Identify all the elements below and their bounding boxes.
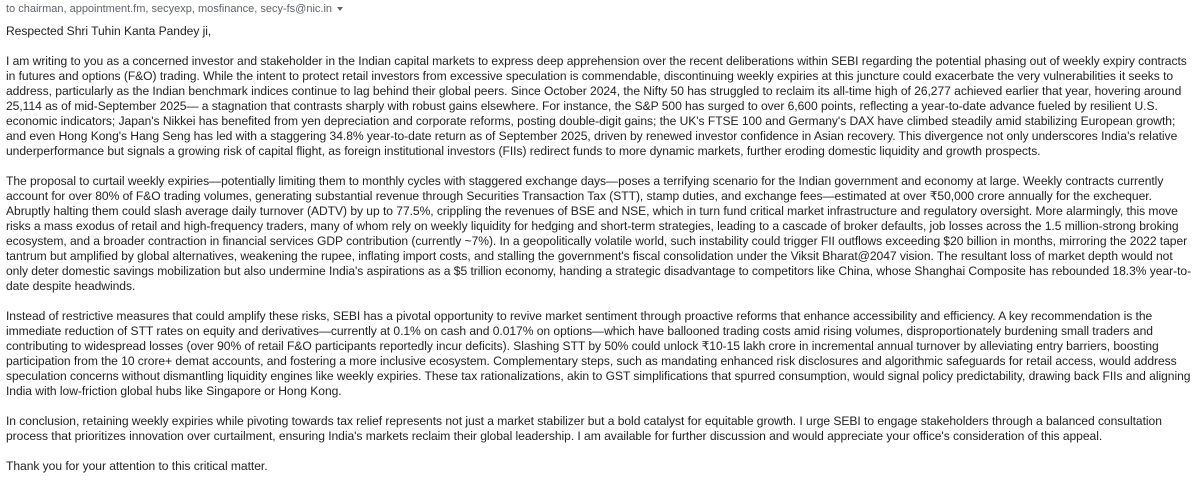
email-paragraph-1: I am writing to you as a concerned investor and stakeholder in the Indian capital markets to express deep apprehension over the recent deliberations within SEBI regarding the potential phasing out of weekly expiry contracts in futures and options (F&O) trading. While the intent to protect retail investors from excessive speculation is commendable, discontinuing weekly expiries at this juncture could exacerbate the very vulnerabilities it seeks to address, particularly as the Indian benchmark indices continue to lag behind their global peers. Since October 2024, the Nifty 50 has struggled to reclaim its all-time high of 26,277 achieved earlier that year, hovering around 25,114 as of mid-September 2025— a stagnation that contrasts sharply with robust gains elsewhere. For instance, the S&P 500 has surged to over 6,600 points, reflecting a year-to-date advance fueled by resilient U.S. economic indicators; Japan's Nikkei has benefited from yen depreciation and corporate reforms, posting double-digit gains; the UK's FTSE 100 and Germany's DAX have climbed steadily amid stabilizing European growth; and even Hong Kong's Hang Seng has led with a staggering 34.8% year-to-date return as of September 2025, driven by renewed investor confidence in Asian recovery. This divergence not only underscores India's relative underperformance but signals a growing risk of capital flight, as foreign institutional investors (FIIs) redirect funds to more dynamic markets, further eroding domestic liquidity and growth prospects. [6,54,1187,158]
email-closing: Thank you for your attention to this critical matter. [6,459,268,473]
email-paragraph-4: In conclusion, retaining weekly expiries while pivoting towards tax relief represents not just a market stabilizer but a bold catalyst for equitable growth. I urge SEBI to engage stakeholders through a balanced consultation process that prioritizes innovation over curtailment, ensuring India's markets reclaim their global leadership. I am available for further discussion and would appreciate your office's consideration of this appeal. [6,414,1162,443]
email-paragraph-3: Instead of restrictive measures that could amplify these risks, SEBI has a pivotal opportunity to revive market sentiment through proactive reforms that enhance accessibility and efficiency. A key recommendation is the immediate reduction of STT rates on equity and derivatives—currently at 0.1% on cash and 0.017% on options—which have ballooned trading costs amid rising volumes, disproportionately burdening small traders and contributing to widespread losses (over 90% of retail F&O participants reportedly incur deficits). Slashing STT by 50% could unlock ₹10-15 lakh crore in incremental annual turnover by alleviating entry barriers, boosting participation from the 10 crore+ demat accounts, and fostering a more inclusive ecosystem. Complementary steps, such as mandating enhanced risk disclosures and algorithmic safeguards for retail access, would address speculation concerns without dismantling liquidity engines like weekly expiries. These tax rationalizations, akin to GST simplifications that spurred consumption, would signal policy predictability, drawing back FIIs and aligning India with low-friction global hubs like Singapore or Hong Kong. [6,309,1191,398]
recipients-line[interactable] [6,3,343,15]
recipients-text: to chairman, appointment.fm, secyexp, mosfinance, secy-fs@nic.in [6,3,333,15]
show-details-dropdown-icon[interactable] [337,7,343,11]
email-paragraph-2: The proposal to curtail weekly expiries—potentially limiting them to monthly cycles with staggered exchange days—poses a terrifying scenario for the Indian government and economy at large. Weekly contracts currently account for over 80% of F&O trading volumes, generating substantial revenue through Securities Transaction Tax (STT), stamp duties, and exchange fees—estimated at over ₹50,000 crore annually for the exchequer. Abruptly halting them could slash average daily turnover (ADTV) by up to 77.5%, crippling the revenues of BSE and NSE, which in turn fund critical market infrastructure and regulatory oversight. More alarmingly, this move risks a mass exodus of retail and high-frequency traders, many of whom rely on weekly liquidity for hedging and short-term strategies, leading to a cascade of broker defaults, job losses across the 1.5 million-strong broking ecosystem, and a broader contraction in financial services GDP contribution (currently ~7%). In a geopolitically volatile world, such instability could trigger FII outflows exceeding $20 billion in months, mirroring the 2022 taper tantrum but amplified by global alternatives, weakening the rupee, inflating import costs, and stalling the government's fiscal consolidation under the Viksit Bharat@2047 vision. The resultant loss of market depth would not only deter domestic savings mobilization but also undermine India's aspirations as a $5 trillion economy, handing a strategic disadvantage to competitors like China, whose Shanghai Composite has rebounded 18.3% year-to-date despite headwinds. [6,174,1192,293]
email-body [6,24,1194,489]
email-greeting: Respected Shri Tuhin Kanta Pandey ji, [6,24,212,38]
